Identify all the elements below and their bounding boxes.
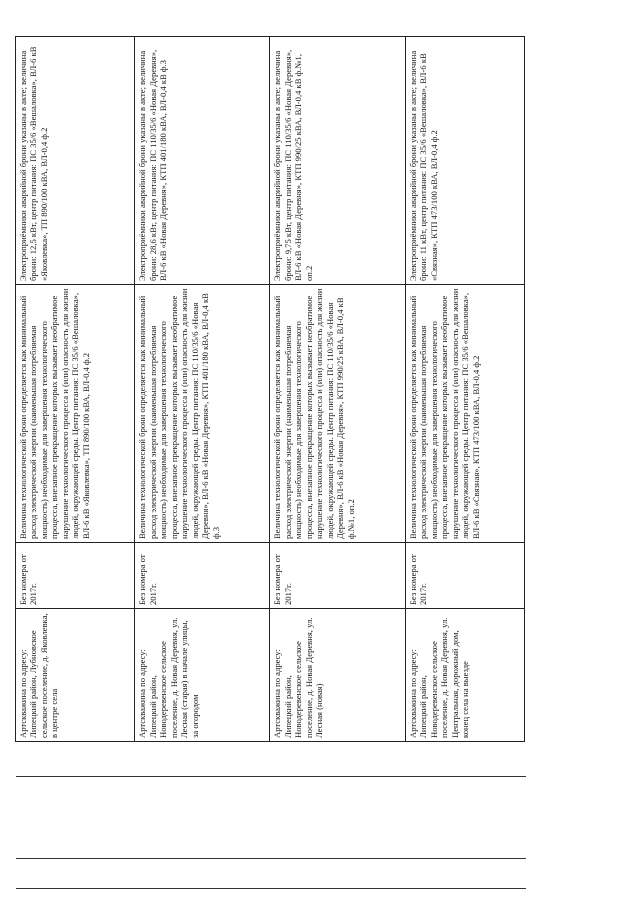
number-cell: Без номера от 2017г. xyxy=(16,543,135,609)
address-cell: Артскважина по адресу: Липецкий район, Новодеревенское сельское поселение, д. Новая Деревня, ул. Лесная (новая) xyxy=(270,609,405,742)
number-cell: Без номера от 2017г. xyxy=(270,543,405,609)
rotated-table-container xyxy=(15,37,525,742)
description-cell: Величина технологической брони определяется как минимальный расход электрической энергии (наименьшая потребляемая мощность) необходимые для завершения технологического процесса, внезапное прекращение которых вызывает необратимое нарушение технологического процесса и (или) опасность для жизни людей, окружающей среды. Центр питания: ПС 35/6 «Вешаловка», ВЛ-6 кВ «Связная», КТП 473/100 кВА, ВЛ-0,4 ф.2 xyxy=(405,285,524,543)
address-cell: Артскважина по адресу: Липецкий район, Новодеревенское сельское поселение, д. Новая Деревня, ул. Лесная (старая) в начале улицы, за огородом xyxy=(135,609,270,742)
number-cell: Без номера от 2017г. xyxy=(135,543,270,609)
divider-line xyxy=(16,776,526,777)
emergency-cell: Электроприёмники аварийной брони указаны в акте; величина брони: 9,75 кВт, центр питания: ПС 110/35/6 «Новая Деревня», ВЛ-6 кВ «Новая Деревня», КТП 990/25 кВА, ВЛ-0,4 кВ ф.№1, оп.2 xyxy=(270,37,405,285)
address-cell: Артскважина по адресу: Липецкий район, Новодеревенское сельское поселение, д. Новая Деревня, ул. Центральная, дорожный дом, конец села на выезде xyxy=(405,609,524,742)
emergency-cell: Электроприёмники аварийной брони указаны в акте; величина брони: 28,6 кВт, центр питания: ПС 110/35/6 «Новая Деревня», ВЛ-6 кВ «Новая Деревня», КТП 401/180 кВА, ВЛ-0,4 кВ ф.3 xyxy=(135,37,270,285)
backup-power-table xyxy=(15,36,525,742)
description-cell: Величина технологической брони определяется как минимальный расход электрической энергии (наименьшая потребляемая мощность) необходимые для завершения технологического процесса, внезапное прекращение которых вызывает необратимое нарушение технологического процесса и (или) опасность для жизни людей, окружающей среды. Центр питания: ПС 35/6 «Вешаловка», ВЛ-6 кВ «Яковлевка», ТП 890/100 кВА, ВЛ-0,4 ф.2 xyxy=(16,285,135,543)
table-row xyxy=(135,37,270,742)
description-cell: Величина технологической брони определяется как минимальный расход электрической энергии (наименьшая потребляемая мощность) необходимые для завершения технологического процесса, внезапное прекращение которых вызывает необратимое нарушение технологического процесса и (или) опасность для жизни людей, окружающей среды. Центр питания: ПС 110/35/6 «Новая Деревня», ВЛ-6 кВ «Новая Деревня», КТП 401/180 кВА, ВЛ-0,4 кВ ф.3 xyxy=(135,285,270,543)
table-row xyxy=(16,37,135,742)
divider-line xyxy=(16,888,526,889)
description-cell: Величина технологической брони определяется как минимальный расход электрической энергии (наименьшая потребляемая мощность) необходимые для завершения технологического процесса, внезапное прекращение которых вызывает необратимое нарушение технологического процесса и (или) опасность для жизни людей, окружающей среды. Центр питания: ПС 110/35/6 «Новая Деревня», ВЛ-6 кВ «Новая Деревня», КТП 990/25 кВА, ВЛ-0,4 кВ ф.№1, оп.2 xyxy=(270,285,405,543)
emergency-cell: Электроприёмники аварийной брони указаны в акте; величина брони: 12,5 кВт, центр питания: ПС 35/6 «Вешаловка», ВЛ-6 кВ «Яковлевка», ТП 890/100 кВА, ВЛ-0,4 ф.2 xyxy=(16,37,135,285)
divider-line xyxy=(16,858,526,859)
table-row xyxy=(405,37,524,742)
table-row xyxy=(270,37,405,742)
table-area xyxy=(15,37,525,742)
number-cell: Без номера от 2017г. xyxy=(405,543,524,609)
emergency-cell: Электроприёмники аварийной брони указаны в акте; величина брони: 11 кВт, центр питания: ПС 35/6 «Вешаловка», ВЛ-6 кВ «Связная», КТП 473/100 кВА, ВЛ-0,4 ф.2 xyxy=(405,37,524,285)
address-cell: Артскважина по адресу: Липецкий район, Лубновское сельское поселение, д. Яковлевка, в центре села xyxy=(16,609,135,742)
